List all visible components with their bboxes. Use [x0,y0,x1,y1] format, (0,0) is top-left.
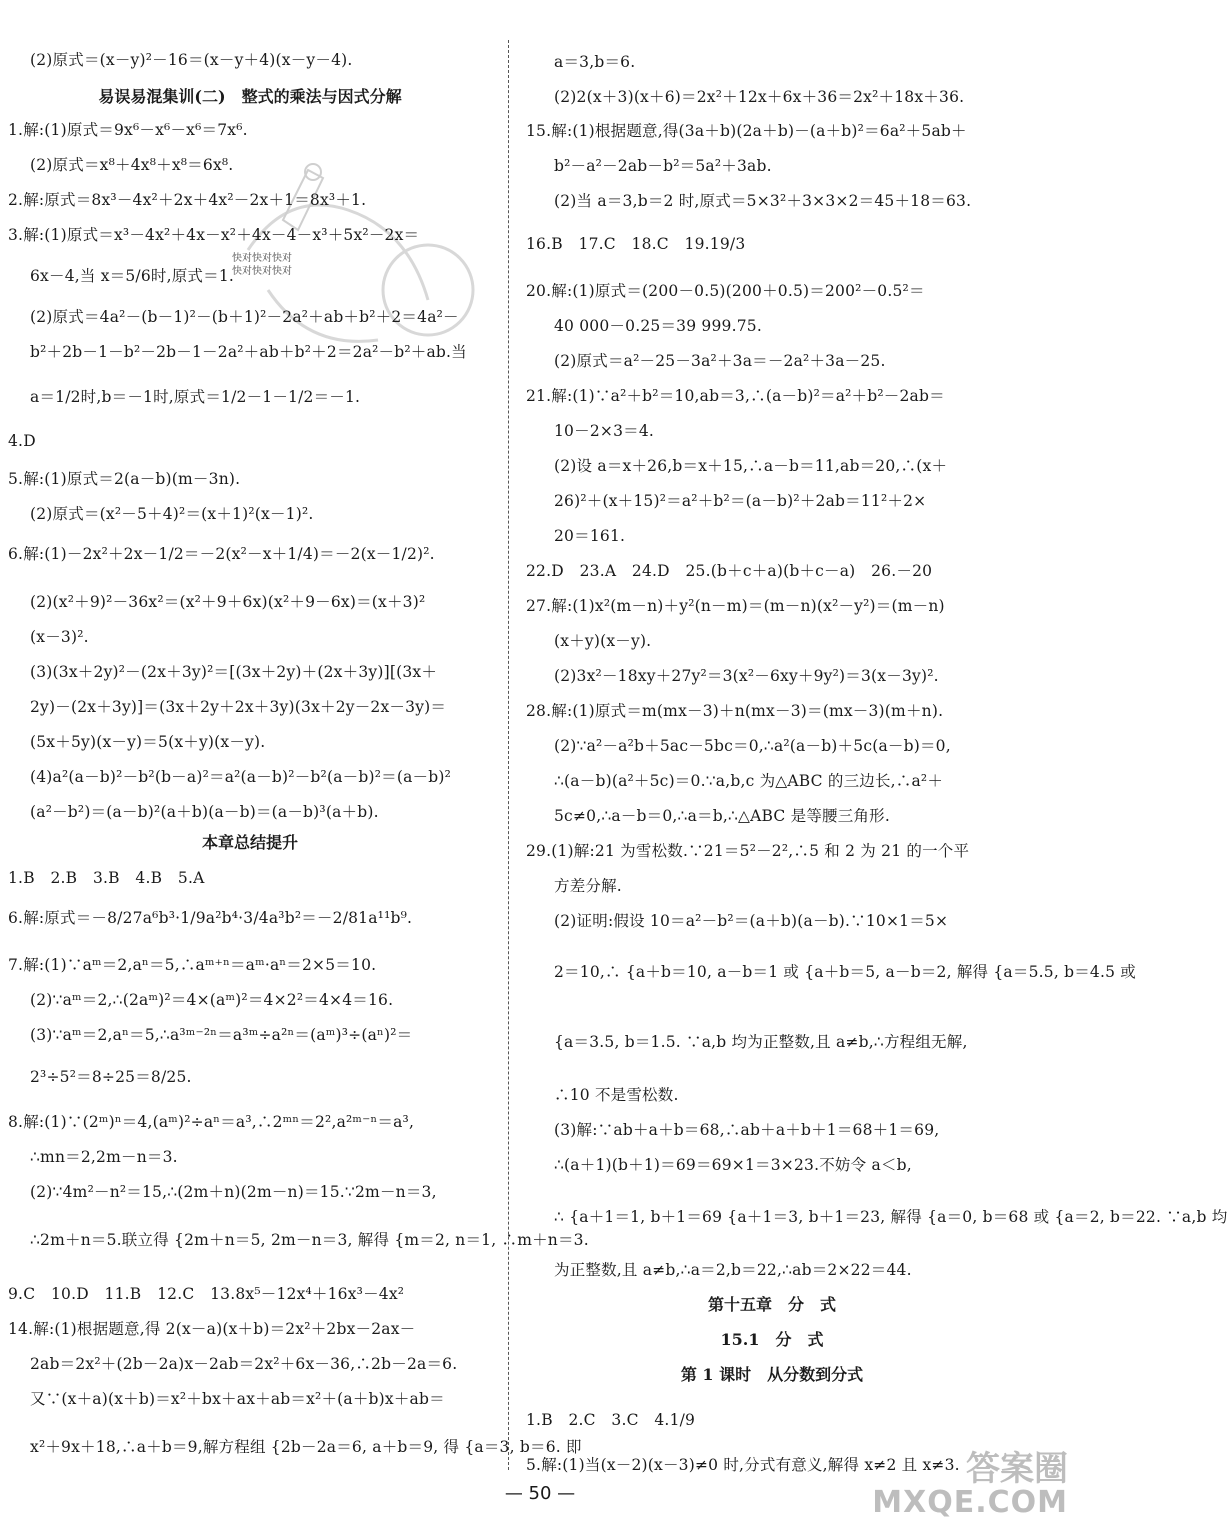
watermark-line-1: 快对快对快对 [232,253,292,264]
answer-line: ∴ {a＋1＝1, b＋1＝69 {a＋1＝3, b＋1＝23, 解得 {a＝0, b＝68 或 {a＝2, b＝22. ∵a,b 均 [554,1208,1227,1226]
answer-line: {a＝3.5, b＝1.5. ∵a,b 均为正整数,且 a≠b,∴方程组无解, [554,1033,968,1051]
answer-line: (2)证明:假设 10＝a²－b²＝(a＋b)(a－b).∵10×1＝5× [554,912,949,930]
section-heading: 易误易混集训(二) 整式的乘法与因式分解 [98,87,402,106]
answer-line: 2ab＝2x²＋(2b－2a)x－2ab＝2x²＋6x－36,∴2b－2a＝6. [30,1355,458,1373]
answer-line: (3)∵aᵐ＝2,aⁿ＝5,∴a³ᵐ⁻²ⁿ＝a³ᵐ÷a²ⁿ＝(aᵐ)³÷(aⁿ)²＝ [30,1026,413,1044]
answer-line: 29.(1)解:21 为雪松数.∵21＝5²－2²,∴5 和 2 为 21 的一个平 [526,842,970,860]
answer-line: 27.解:(1)x²(m－n)＋y²(n－m)＝(m－n)(x²－y²)＝(m－n) [526,597,945,615]
answer-line: (2)∵aᵐ＝2,∴(2aᵐ)²＝4×(aᵐ)²＝4×2²＝4×4＝16. [30,991,394,1009]
answer-line: (x－3)². [30,628,89,646]
answer-line: ∴10 不是雪松数. [554,1086,679,1104]
answer-line: 15.解:(1)根据题意,得(3a＋b)(2a＋b)－(a＋b)²＝6a²＋5ab＋ [526,122,967,140]
answer-line: ∴(a－b)(a²＋5c)＝0.∵a,b,c 为△ABC 的三边长,∴a²＋ [554,772,944,790]
answer-line: 1.B 2.B 3.B 4.B 5.A [8,869,205,887]
answer-line: (5x＋5y)(x－y)＝5(x＋y)(x－y). [30,733,266,751]
answer-line: 22.D 23.A 24.D 25.(b＋c＋a)(b＋c－a) 26.－20 [526,562,933,580]
answer-line: 6.解:(1)－2x²＋2x－1/2＝－2(x²－x＋1/4)＝－2(x－1/2)². [8,545,435,563]
answer-line: (4)a²(a－b)²－b²(b－a)²＝a²(a－b)²－b²(a－b)²＝(a－b)² [30,768,451,786]
answer-line: b²－a²－2ab－b²＝5a²＋3ab. [554,157,772,175]
answer-line: 10－2×3＝4. [554,422,655,440]
answer-line: 1.B 2.C 3.C 4.1/9 [526,1411,696,1429]
answer-line: 方差分解. [554,877,622,895]
answer-line: ∴(a＋1)(b＋1)＝69＝69×1＝3×23.不妨令 a＜b, [554,1156,912,1174]
answer-line: (2)2(x＋3)(x＋6)＝2x²＋12x＋6x＋36＝2x²＋18x＋36. [554,88,965,106]
answer-line: (a²－b²)＝(a－b)²(a＋b)(a－b)＝(a－b)³(a＋b). [30,803,379,821]
answer-line: 5c≠0,∴a－b＝0,∴a＝b,∴△ABC 是等腰三角形. [554,807,890,825]
answer-line: (2)∵a²－a²b＋5ac－5bc＝0,∴a²(a－b)＋5c(a－b)＝0, [554,737,951,755]
answer-line: ∴mn＝2,2m－n＝3. [30,1148,178,1166]
answer-line: (2)(x²＋9)²－36x²＝(x²＋9＋6x)(x²＋9－6x)＝(x＋3)² [30,593,426,611]
answer-line: b²＋2b－1－b²－2b－1－2a²＋ab＋b²＋2＝2a²－b²＋ab.当 [30,343,467,361]
answer-line: (3)解:∵ab＋a＋b＝68,∴ab＋a＋b＋1＝68＋1＝69, [554,1121,940,1139]
answer-line: 2.解:原式＝8x³－4x²＋2x＋4x²－2x＋1＝8x³＋1. [8,191,367,209]
answer-line: 1.解:(1)原式＝9x⁶－x⁶－x⁶＝7x⁶. [8,121,248,139]
answer-line: 5.解:(1)原式＝2(a－b)(m－3n). [8,470,241,488]
answer-line: (2)当 a＝3,b＝2 时,原式＝5×3²＋3×3×2＝45＋18＝63. [554,192,972,210]
answer-line: 9.C 10.D 11.B 12.C 13.8x⁵－12x⁴＋16x³－4x² [8,1285,405,1303]
answer-line: 5.解:(1)当(x－2)(x－3)≠0 时,分式有意义,解得 x≠2 且 x≠3. [526,1456,960,1474]
answer-line: 40 000－0.25＝39 999.75. [554,317,762,335]
watermark-line-2: 快对快对快对 [232,266,292,277]
brand-url: MXQE.COM [872,1485,1068,1520]
answer-line: (2)原式＝(x－y)²－16＝(x－y＋4)(x－y－4). [30,51,353,69]
answer-line: 3.解:(1)原式＝x³－4x²＋4x－x²＋4x－4－x³＋5x²－2x＝ [8,226,420,244]
answer-line: 又∵(x＋a)(x＋b)＝x²＋bx＋ax＋ab＝x²＋(a＋b)x＋ab＝ [30,1390,445,1408]
answer-line: 2y)－(2x＋3y)]＝(3x＋2y＋2x＋3y)(3x＋2y－2x－3y)＝ [30,698,447,716]
watermark-text [232,252,292,278]
answer-line: (x＋y)(x－y). [554,632,652,650]
answer-line: 21.解:(1)∵a²＋b²＝10,ab＝3,∴(a－b)²＝a²＋b²－2ab＝ [526,387,945,405]
section-heading: 第 1 课时 从分数到分式 [680,1365,864,1384]
answer-line: ∴2m＋n＝5.联立得 {2m＋n＝5, 2m－n＝3, 解得 {m＝2, n＝1, ∴m＋n＝3. [30,1231,589,1249]
answer-line: (3)(3x＋2y)²－(2x＋3y)²＝[(3x＋2y)＋(2x＋3y)][(3x＋ [30,663,438,681]
answer-line: a＝3,b＝6. [554,53,636,71]
section-heading: 15.1 分 式 [720,1330,824,1349]
answer-line: 6x－4,当 x＝5/6时,原式＝1. [30,267,235,285]
answer-line: 26)²＋(x＋15)²＝a²＋b²＝(a－b)²＋2ab＝11²＋2× [554,492,927,510]
answer-line: 6.解:原式＝－8/27a⁶b³·1/9a²b⁴·3/4a³b²＝－2/81a¹¹b⁹. [8,909,413,927]
answer-line: (2)原式＝4a²－(b－1)²－(b＋1)²－2a²＋ab＋b²＋2＝4a²－ [30,308,459,326]
section-heading: 第十五章 分 式 [707,1295,837,1314]
answer-line: (2)原式＝x⁸＋4x⁸＋x⁸＝6x⁸. [30,156,234,174]
answer-line: 2³÷5²＝8÷25＝8/25. [30,1068,192,1086]
answer-line: 2＝10,∴ {a＋b＝10, a－b＝1 或 {a＋b＝5, a－b＝2, 解得 {a＝5.5, b＝4.5 或 [554,963,1136,981]
answer-line: (2)∵4m²－n²＝15,∴(2m＋n)(2m－n)＝15.∵2m－n＝3, [30,1183,437,1201]
answer-line: x²＋9x＋18,∴a＋b＝9,解方程组 {2b－2a＝6, a＋b＝9, 得 {a＝3, b＝6. 即 [30,1438,582,1456]
answer-line: a＝1/2时,b＝－1时,原式＝1/2－1－1/2＝－1. [30,388,361,406]
answer-line: (2)原式＝a²－25－3a²＋3a＝－2a²＋3a－25. [554,352,886,370]
answer-line: 20＝161. [554,527,626,545]
section-heading: 本章总结提升 [201,833,299,852]
column-divider [508,40,509,1470]
answer-line: (2)原式＝(x²－5＋4)²＝(x＋1)²(x－1)². [30,505,314,523]
answer-line: 16.B 17.C 18.C 19.19/3 [526,235,746,253]
page-number: — 50 — [504,1483,576,1504]
answer-line: 7.解:(1)∵aᵐ＝2,aⁿ＝5,∴aᵐ⁺ⁿ＝aᵐ·aⁿ＝2×5＝10. [8,956,377,974]
answer-line: 20.解:(1)原式＝(200－0.5)(200＋0.5)＝200²－0.5²＝ [526,282,925,300]
answer-line: 28.解:(1)原式＝m(mx－3)＋n(mx－3)＝(mx－3)(m＋n). [526,702,944,720]
answer-line: 14.解:(1)根据题意,得 2(x－a)(x＋b)＝2x²＋2bx－2ax－ [8,1320,416,1338]
brand-name: 答案圈 [966,1449,1068,1489]
brand-logo [872,1449,1068,1520]
answer-line: (2)设 a＝x＋26,b＝x＋15,∴a－b＝11,ab＝20,∴(x＋ [554,457,948,475]
answer-line: 为正整数,且 a≠b,∴a＝2,b＝22,∴ab＝2×22＝44. [554,1261,912,1279]
answer-line: (2)3x²－18xy＋27y²＝3(x²－6xy＋9y²)＝3(x－3y)². [554,667,939,685]
answer-line: 4.D [8,432,36,450]
answer-line: 8.解:(1)∵(2ᵐ)ⁿ＝4,(aᵐ)²÷aⁿ＝a³,∴2ᵐⁿ＝2²,a²ᵐ⁻ⁿ＝a³, [8,1113,415,1131]
